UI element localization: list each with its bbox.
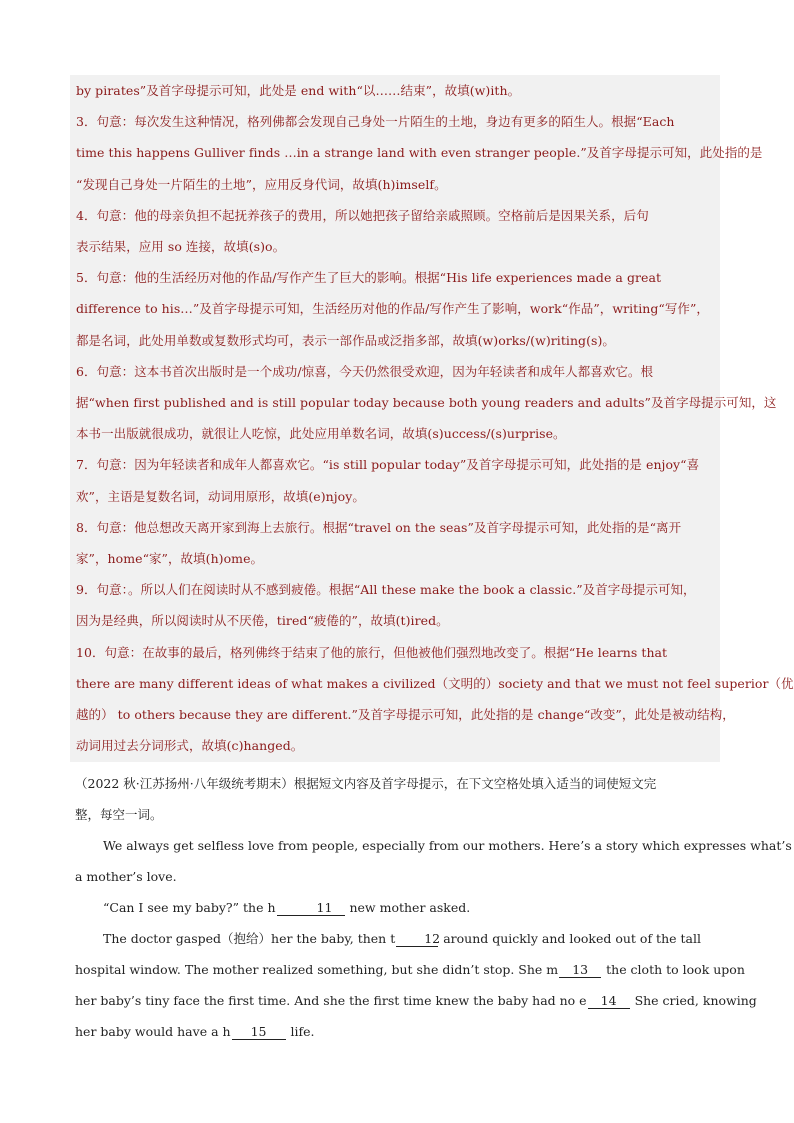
answer-line: there are many different ideas of what makes a civilized（文明的）society and that we must not feel superior（优 (76, 675, 794, 691)
answer-line: 8．句意：他总想改天离开家到海上去旅行。根据“travel on the seas”及首字母提示可知，此处指的是“离开 (76, 519, 682, 535)
blank-12[interactable]: 12 (396, 932, 438, 947)
answer-line: 7．句意：因为年轻读者和成年人都喜欢它。“is still popular today”及首字母提示可知，此处指的是 enjoy“喜 (76, 457, 700, 473)
passage-line: We always get selfless love from people, especially from our mothers. Here’s a story which expresses what’s (103, 838, 792, 853)
answer-line: 3．句意：每次发生这种情况，格列佛都会发现自己身处一片陌生的土地，身边有更多的陌生人。根据“Each (76, 114, 675, 130)
answer-line: 6．句意：这本书首次出版时是一个成功/惊喜，今天仍然很受欢迎，因为年轻读者和成年人都喜欢它。根 (76, 363, 654, 379)
text-segment: life. (286, 1024, 315, 1039)
passage-line: a mother’s love. (75, 869, 177, 884)
answer-line: 家”，home“家”，故填(h)ome。 (76, 551, 264, 567)
blank-14[interactable]: 14 (588, 994, 630, 1009)
text-segment: She cried, knowing (630, 993, 757, 1008)
passage-line (75, 923, 725, 954)
text-segment: her baby’s tiny face the first time. And she the first time knew the baby had no e (75, 993, 587, 1008)
text-segment: the cloth to look upon (602, 962, 745, 977)
answer-line: 9．句意：。所以人们在阅读时从不感到疲倦。根据“All these make the book a classic.”及首字母提示可知， (76, 582, 696, 598)
blank-15[interactable]: 15 (232, 1025, 286, 1040)
answer-line: time this happens Gulliver finds …in a strange land with even stranger people.”及首字母提示可知，此处指的是 (76, 145, 763, 161)
answer-line: by pirates”及首字母提示可知，此处是 end with“以……结束”，故填(w)ith。 (76, 83, 521, 98)
answer-line: 10．句意：在故事的最后，格列佛终于结束了他的旅行，但他被他们强烈地改变了。根据“He learns that (76, 644, 668, 660)
blank-11[interactable]: 11 (277, 901, 345, 916)
text-segment: “Can I see my baby?” the h (103, 900, 276, 915)
text-segment: new mother asked. (345, 900, 471, 915)
answer-line: 5．句意：他的生活经历对他的作品/写作产生了巨大的影响。根据“His life experiences made a great (76, 270, 662, 286)
answer-line: 据“when first published and is still popular today because both young readers and adults”及首字母提示可知，这 (76, 395, 777, 411)
passage-line (75, 985, 757, 1016)
answer-line: difference to his…”及首字母提示可知，生活经历对他的作品/写作产生了影响，work“作品”，writing“写作”， (76, 301, 709, 317)
passage-line (75, 954, 745, 985)
answer-line: 表示结果，应用 so 连接，故填(s)o。 (76, 239, 286, 255)
answer-line: 本书一出版就很成功，就很让人吃惊，此处应用单数名词，故填(s)uccess/(s)urprise。 (76, 426, 566, 442)
text-segment: The doctor gasped（抱给）her the baby, then t (103, 931, 396, 946)
text-segment: around quickly and looked out of the tall (439, 931, 701, 946)
text-segment: hospital window. The mother realized something, but she didn’t stop. She m (75, 962, 559, 977)
text-segment: her baby would have a h (75, 1024, 231, 1039)
blank-13[interactable]: 13 (559, 963, 601, 978)
cloze-passage (75, 768, 792, 1047)
instruction-line: （2022 秋·江苏扬州·八年级统考期末）根据短文内容及首字母提示，在下文空格处填入适当的词使短文完 (75, 776, 657, 791)
answer-line: 4．句意：他的母亲负担不起抚养孩子的费用，所以她把孩子留给亲戚照顾。空格前后是因果关系，后句 (76, 207, 649, 223)
answer-line: 都是名词，此处用单数或复数形式均可，表示一部作品或泛指多部，故填(w)orks/(w)riting(s)。 (76, 332, 615, 348)
answer-line: “发现自己身处一片陌生的土地”，应用反身代词，故填(h)imself。 (76, 176, 447, 192)
answer-explanations (70, 75, 794, 762)
instruction-line: 整，每空一词。 (75, 807, 163, 822)
passage-line (75, 892, 725, 923)
answer-line: 欢”，主语是复数名词，动词用原形，故填(e)njoy。 (76, 488, 365, 504)
answer-line: 动词用过去分词形式，故填(c)hanged。 (76, 738, 304, 754)
answer-line: 越的） to others because they are different.”及首字母提示可知，此处指的是 change“改变”，此处是被动结构， (76, 707, 735, 723)
answer-line: 因为是经典，所以阅读时从不厌倦，tired“疲倦的”，故填(t)ired。 (76, 613, 449, 629)
passage-line (75, 1016, 725, 1047)
